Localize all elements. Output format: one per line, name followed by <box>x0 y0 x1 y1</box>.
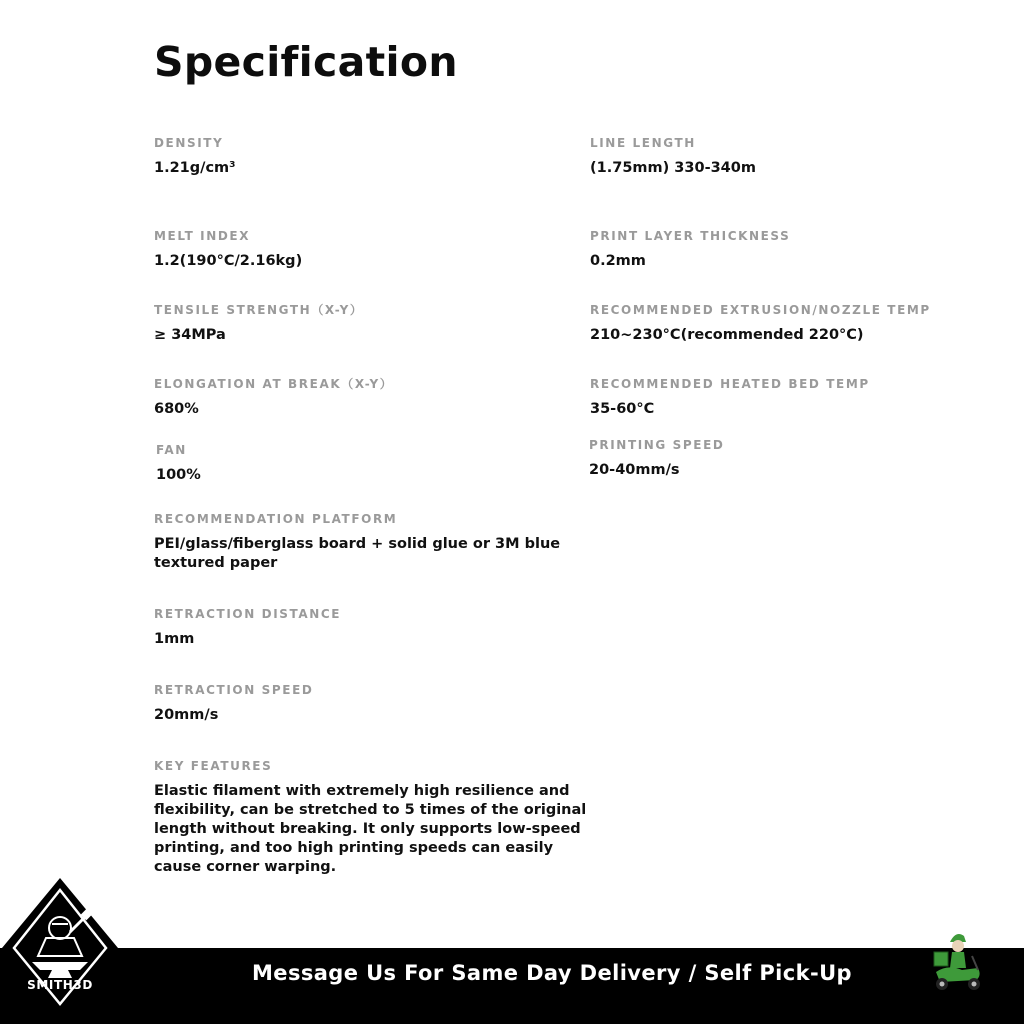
spec-value: ≥ 34MPa <box>154 327 226 343</box>
spec-platform <box>154 512 594 573</box>
spec-label: TENSILE STRENGTH（X-Y） <box>154 303 364 317</box>
spec-retraction-distance <box>154 607 341 649</box>
spec-value: 20mm/s <box>154 707 219 723</box>
spec-value: 100% <box>156 467 201 483</box>
spec-value: 210~230°C(recommended 220°C) <box>590 327 864 343</box>
spec-value: 680% <box>154 401 199 417</box>
footer-banner-text: Message Us For Same Day Delivery / Self Pick-Up <box>252 961 852 985</box>
spec-label: RECOMMENDATION PLATFORM <box>154 512 398 526</box>
spec-retraction-speed <box>154 683 313 725</box>
brand-name: SMITH3D <box>27 978 93 992</box>
spec-label: RECOMMENDED EXTRUSION/NOZZLE TEMP <box>590 303 931 317</box>
spec-label: LINE LENGTH <box>590 136 696 150</box>
spec-fan <box>156 443 201 485</box>
spec-density <box>154 136 236 178</box>
spec-melt-index <box>154 229 302 271</box>
spec-printing-speed <box>589 438 724 480</box>
spec-print-layer-thickness <box>590 229 790 271</box>
spec-label: FAN <box>156 443 187 457</box>
spec-value: (1.75mm) 330-340m <box>590 160 756 176</box>
spec-label: RETRACTION SPEED <box>154 683 314 697</box>
spec-value: 20-40mm/s <box>589 462 680 478</box>
spec-value: Elastic filament with extremely high resilience and flexibility, can be stretched to 5 times of the original length without breaking. It only supports low-speed printing, and too high printing speeds can easily cause corner warping. <box>154 783 587 875</box>
anvil-logo-icon <box>0 876 124 1024</box>
spec-nozzle-temp <box>590 303 931 345</box>
page-title: Specification <box>154 38 458 86</box>
spec-line-length <box>590 136 756 178</box>
spec-elongation <box>154 377 393 419</box>
spec-label: RETRACTION DISTANCE <box>154 607 342 621</box>
delivery-scooter-icon <box>928 928 988 994</box>
spec-value: 1mm <box>154 631 195 647</box>
spec-bed-temp <box>590 377 870 419</box>
spec-label: DENSITY <box>154 136 224 150</box>
spec-label: PRINTING SPEED <box>589 438 725 452</box>
spec-value: 1.21g/cm³ <box>154 160 236 176</box>
spec-value: PEI/glass/fiberglass board + solid glue or 3M blue textured paper <box>154 536 561 571</box>
spec-label: MELT INDEX <box>154 229 251 243</box>
spec-label: RECOMMENDED HEATED BED TEMP <box>590 377 870 391</box>
spec-value: 35-60°C <box>590 401 655 417</box>
spec-value: 0.2mm <box>590 253 646 269</box>
spec-tensile-strength <box>154 303 364 345</box>
spec-label: KEY FEATURES <box>154 759 273 773</box>
spec-key-features <box>154 759 604 877</box>
spec-label: PRINT LAYER THICKNESS <box>590 229 791 243</box>
footer-banner <box>0 948 1024 1024</box>
spec-value: 1.2(190°C/2.16kg) <box>154 253 303 269</box>
spec-label: ELONGATION AT BREAK（X-Y） <box>154 377 394 391</box>
